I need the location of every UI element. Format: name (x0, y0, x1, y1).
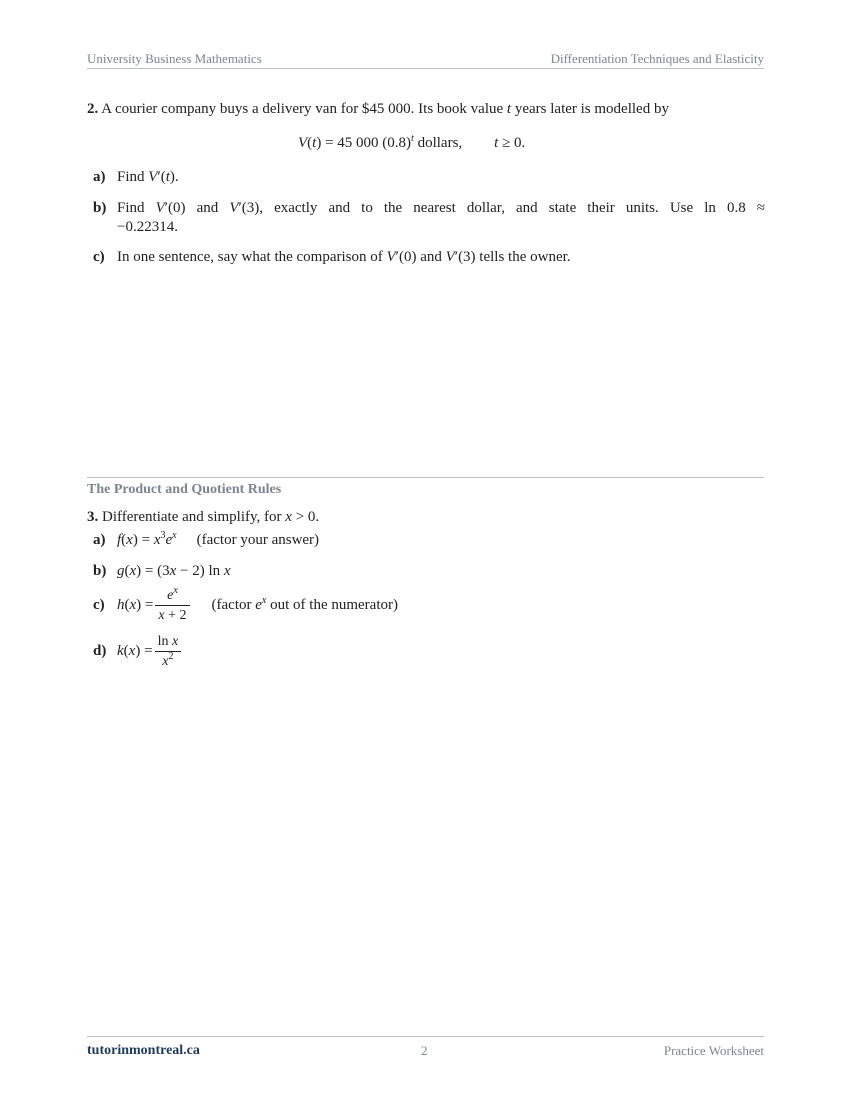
problem-2-intro (87, 100, 767, 119)
part-label: c) (93, 597, 105, 613)
footer-rule (87, 1036, 764, 1037)
part-label: a) (93, 169, 106, 185)
problem-3-intro: 3. Differentiate and simplify, for x > 0. (87, 509, 320, 525)
fraction-k: $\frac{\text{ln x}}{x^2}$ (155, 634, 182, 669)
part-note: (factor $e^x$ out of the numerator) (211, 595, 398, 613)
fraction-h: $\frac{e^x}{x + 2}$ (155, 588, 189, 623)
part-label: c) (93, 249, 105, 265)
problem-2-number: 2. (87, 101, 99, 117)
problem-2-intro-text: A courier company buys a delivery van for $45 000. Its book value t years later is modelled by (101, 101, 669, 117)
section-rule (87, 477, 764, 478)
footer-page-number: 2 (421, 1043, 428, 1058)
problem-2-equation: V(t) = 45 000 $(0.8)^t$ dollars, t ≥ 0. (298, 133, 526, 151)
part-label: a) (93, 532, 106, 548)
part-label: d) (93, 643, 107, 659)
problem-2-part-b: b) Find V′(0) and V′(3), exactly and to the nearest dollar, and state their units. Use ln 0.8 ≈ −0.22314. (93, 200, 765, 235)
part-label: b) (93, 563, 107, 579)
part-note: (factor your answer) (196, 532, 320, 548)
problem-3-part-b: b) g(x) = (3x − 2) ln x (93, 563, 231, 579)
section-title: The Product and Quotient Rules (87, 482, 282, 497)
footer-right: Practice Worksheet (663, 1043, 764, 1058)
problem-3-part-a: a) $f(x) = x^3e^x$ (factor your answer) (93, 530, 320, 548)
problem-3-number: 3. (87, 509, 99, 525)
header-rule (87, 68, 764, 69)
header-left: University Business Mathematics (87, 51, 262, 66)
problem-3-part-c: c) h(x) = $\frac{e^x}{x + 2}$ (factor $e^x$ out of the numerator) (93, 585, 398, 623)
header-right: Differentiation Techniques and Elasticity (550, 51, 764, 66)
part-label: b) (93, 200, 107, 216)
problem-2-part-c: c) In one sentence, say what the comparison of V′(0) and V′(3) tells the owner. (93, 249, 571, 265)
footer-site-link[interactable]: tutorinmontreal.ca (87, 1043, 200, 1058)
problem-2-part-a: a) Find V′(t). (93, 169, 179, 185)
problem-3-part-d: d) k(x) = $\frac{\text{ln x}}{x^2}$ (93, 634, 183, 669)
